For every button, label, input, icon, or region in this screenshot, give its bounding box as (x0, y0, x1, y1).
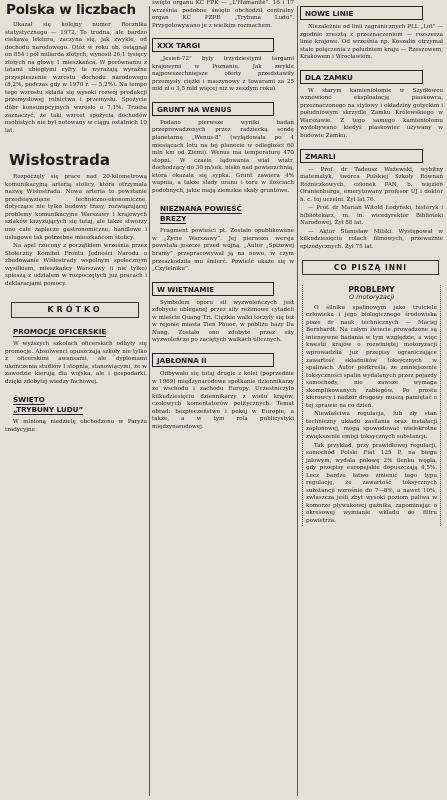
article-nowe-linie: Niezależnie od linii zagranicznych PLL „Lot” — zgodnie zresztą z przeznaczeniem — rozszerza linie krajowe. Od września np. Koszalin otrzymał stałe połączenia z południem kraju — Rzeszowem, Krakowem i Wrocławiem. (300, 24, 443, 61)
section-box-co-pisza-inni: CO PISZĄ INNI (302, 260, 439, 276)
article-problemy-box (302, 285, 441, 525)
column-2 (152, 0, 294, 432)
heading-zmarli: ZMARLI (300, 149, 423, 163)
headline-wislostrada: Wisłostrada (9, 151, 110, 170)
article-polska-w-liczbach: Ukazał się kolejny numer Rocznika statystycznego — 1972. To trudna, ale bardzo ciekawa lektura, zaczyna się, jak zwykle, od dochodu narodowego. Otóż w roku ub. osiągnął on 854 i pół miliarda złotych, wynosił 26,1 tysięcy złotych na głowę 1 mieszkańca. W porównaniu z latami ubiegłymi cyfry te wyrażają wyraźne przyspieszenie wzrostu dochodu narodowego (8,2%, podczas gdy w 1970 r. — 5,2%). Na tempo tego wzrostu składa się wysoki rozwój produkcji przemysłowej rolnictwa i przemysłu. Spożycie dóbr konsumpcyjnych wzrosło o 7,1%. Trzeba zaznaczyć, że taki wzrost spożycia dochodów osobistych nie był notowany w ciągu ostatnich 10 lat. (5, 22, 147, 134)
heading-w-wietnamie: W WIETNAMIE (152, 282, 274, 296)
heading-trybuny-ludu (13, 405, 147, 414)
article-dla-zamku: W starym kamieniołomie w Szydłowcu wznowiono eksploatację piaskowca, przeznaczonego na stylowy i okładziny gotyckim i południowym skrzydle Zamku Królewskiego w Warszawie. Z tego samego kamieniołomu wydobywano kiedyś piaskowiec używany w budowie Zamku. (300, 87, 443, 140)
heading-nieznana-powiesc (160, 204, 294, 213)
heading-nieznana-text: NIEZNANA POWIEŚĆ (160, 204, 242, 214)
heading-targi: XXX TARGI (152, 38, 274, 52)
heading-problemy: PROBLEMY (348, 285, 395, 295)
article-swieto-continued: święto organu KC FPK — „L'Humanité”. 16 i 17 września podobne święto obchodził centralny organ KC PZPR „Trybuna Ludu”. Przygotowywano je z wielkim rozmachem. (152, 0, 294, 29)
article-targi: „Jesień-72” były trzydziestymi targami krajowymi w Poznaniu. Jak zwykle najpowszechniejsze oferty przedstawiły przemysły ciężki i maszynowy z towarami za 25 mld zł o 3,5 mld więcej niż w zeszłym roku). (152, 56, 294, 93)
heading-swieto (13, 395, 147, 404)
article-motoryzacja-p1: O silniku spalinowym jako truicielu człowieka i jego biologicznego środowiska pisze dr nauk technicznych — Maciej Bernhardt. Na całym świecie prowadzone są intensywne badania w tym względzie, a więc kwestii krajów o rozwiniętej motoryzacji wprowadziła już przepisy ograniczające zawartość składników toksycznych w spalinach. Autor podkreśla, że zmniejszenie toksyczności spalin wydalanych przez pojazdy samochody, nie zawsze wymaga skomplikowanych zabiegów. Po prostu kierowcy i nadzór drogowy muszą pamiętać o tej sprawie na co dzień. (306, 304, 437, 409)
heading-swieto-text: ŚWIĘTO (13, 395, 45, 405)
heading-promocje-text: PROMOCJE OFICERSKIE (13, 326, 107, 336)
obituary-wazewski: — Prof. dr Tadeusz Ważewski, wybitny matematyk, twórca Polskiej Szkoły Równań Różniczkowych, członek PAN, b. więzień Oranienburga, emerytowany profesor UJ i doktor h. c. tej uczelni. Żył lat 76. (300, 166, 443, 203)
column-divider (149, 6, 150, 796)
heading-dla-zamku: DLA ZAMKU (300, 70, 423, 84)
article-nieznana-powiesc: Fragment powieści pt. Zostało opublikowane w „Życie Warszawy”. Jej pierwsza wersja powstała jeszcze przed wojną. „Autor „Spiżowej bramy” przepracowywał ją na nowo, w czym przeszkodziła mu śmierć. Powieść ukaże się w „Czytelniku”. (152, 228, 294, 273)
article-jablonna: Odbywało się tutaj drugie z kolei (poprzednie w 1969) międzynarodowe spotkanie dziennikarzy ze wschodu i zachodu Europy. Uczestniczyło kilkudziesięciu dziennikarzy z wielu krajów, czołowych komentatorów politycznych. Temat obrad: bezpieczeństwo i pokój w Europie, a także, a w tym rola publicystyki międzynarodowej. (152, 370, 294, 430)
obituary-lodynski: — Prof. dr Marian Witold Łodyński, historyk i bibliotekarz, m. in. wicedyrektor Biblioteki Narodowej. Żył 88 lat. (300, 205, 443, 227)
heading-brezy (160, 214, 294, 223)
article-wislostrada-p2: Na apel rzucony z początkiem września przez Stołeczny Komitet Frontu Jedności Narodu o zbudowanie Wisłostrady wspólnym społecznym wysiłkiem, mieszkańcy Warszawy (i nie tylko) spieszą z udziałem w rozpoczętych już pracach i deklaracjami pomocy. (5, 243, 147, 287)
article-w-wietnamie: Symbolem oporu sił wyzwoleńczych jest zdobycie obleganej przez siły reżimowe cytadeli w mieście Quang Tri. Ciężkie walki toczyły się też w rejonie miasta Tien Phuoc, w pobliżu bazy Da Nang. Zostało ono zdobyte przez siły wyzwoleńcze po zaciętych walkach ulicznych. (152, 299, 294, 344)
article-wislostrada-p1: Rozpoczęły się prace nad 20-kilometrową komunikacyjną arterią stolicy, która otrzymała nazwę Wisłostrada. Nowa arteria to powstanie przedsięwzięcie techniczno-ekonomiczne, dotyczące nie tylko budowy trasy, rozwiązującej problemy komunikacyjne Warszawy i krajowych szlaków krzyżujących się tutaj, ale także stworzy ono całe zaplecze gastronomiczne, handlowe i usługowe tak potrzebne mieszkańcom stolicy. (5, 174, 147, 241)
headline-polska-w-liczbach: Polska w liczbach (6, 2, 136, 18)
article-motoryzacja-p3: Tak przykład, przy prawidłowej regulacji, samochód Polski Fiat 125 P, na biegu jałowym, wydala połowę 2% tlenku węgla, gdy przepisy europejskie dopuszczają 4,5%. Lecz bardzo łatwo zmienić tego typu regulację, że zawartość toksycznych substancji wzrośnie do 7—8%, a nawet 10%, zwłaszcza jeśli zbyt wysoki poziom paliwa w komorze pływakowej gaźnika, zapominając o okresowej wymianie wkładu do filtru powietrza. (306, 442, 437, 524)
heading-brezy-text: BREZY (160, 214, 187, 224)
article-grunt-na-wenus: Podano pierwsze wyniki badań przeprowadzonych przez radziecką sondę planetarną „Wenus-8” (wylądowała po 4 miesiącach lotu na tej planecie w odległości 60 mln km od Ziemi). Wenus ma temperaturę 470 stopni. W czasie lądowania wiał wiatr, dochodzący do 30 m/sek. nisko nad powierzchnią, która okazała się sypka. Grunt zawiera 4% wapnia, a także ślady uranu i toru w ilościach podobnych, jakie mają ziemskie skały gruntowe. (152, 119, 294, 194)
column-1 (5, 0, 147, 435)
heading-nowe-linie: NOWE LINIE (300, 6, 423, 20)
heading-trybuny-ludu-text: „TRYBUNY LUDU” (13, 405, 84, 415)
column-divider (297, 6, 298, 796)
subheading-o-motoryzacji: O motoryzacji (348, 293, 395, 302)
obituary-milski: — Aktor Stanisław Milski. Występował w kilkudziesięciu rolach filmowych, przeważnie epizodycznych. Żył 75 lat. (300, 228, 443, 251)
article-motoryzacja-p2: Niewłaściwa regulacja, lub zły stan techniczny układu zasilania oraz instalacji zapłonowej, mogą spowodować wielokrotne zwiększenie emisji toksycznych substancji. (306, 411, 437, 440)
article-promocje: W wyższych szkołach oficerskich odbyły się promocje. Absolwenci opuszczają szkoły nie tylko z oficerskimi awansami, ale dyplomami ukończenia studiów I stopnia, stanowiącymi, że w zawodzie kierują dla wojska, ale i gospodarki, dzięki zdobytej wiedzy fachowej. (5, 340, 147, 385)
article-swieto: W minioną niedzielę obchodzono w Paryżu tradycyjne (5, 419, 147, 433)
heading-promocje (13, 327, 147, 336)
heading-jablonna: JABŁONNA II (152, 353, 274, 367)
column-3 (300, 0, 443, 527)
heading-grunt-na-wenus: GRUNT NA WENUS (152, 102, 274, 116)
section-box-krotko: KRÓTKO (11, 302, 139, 318)
